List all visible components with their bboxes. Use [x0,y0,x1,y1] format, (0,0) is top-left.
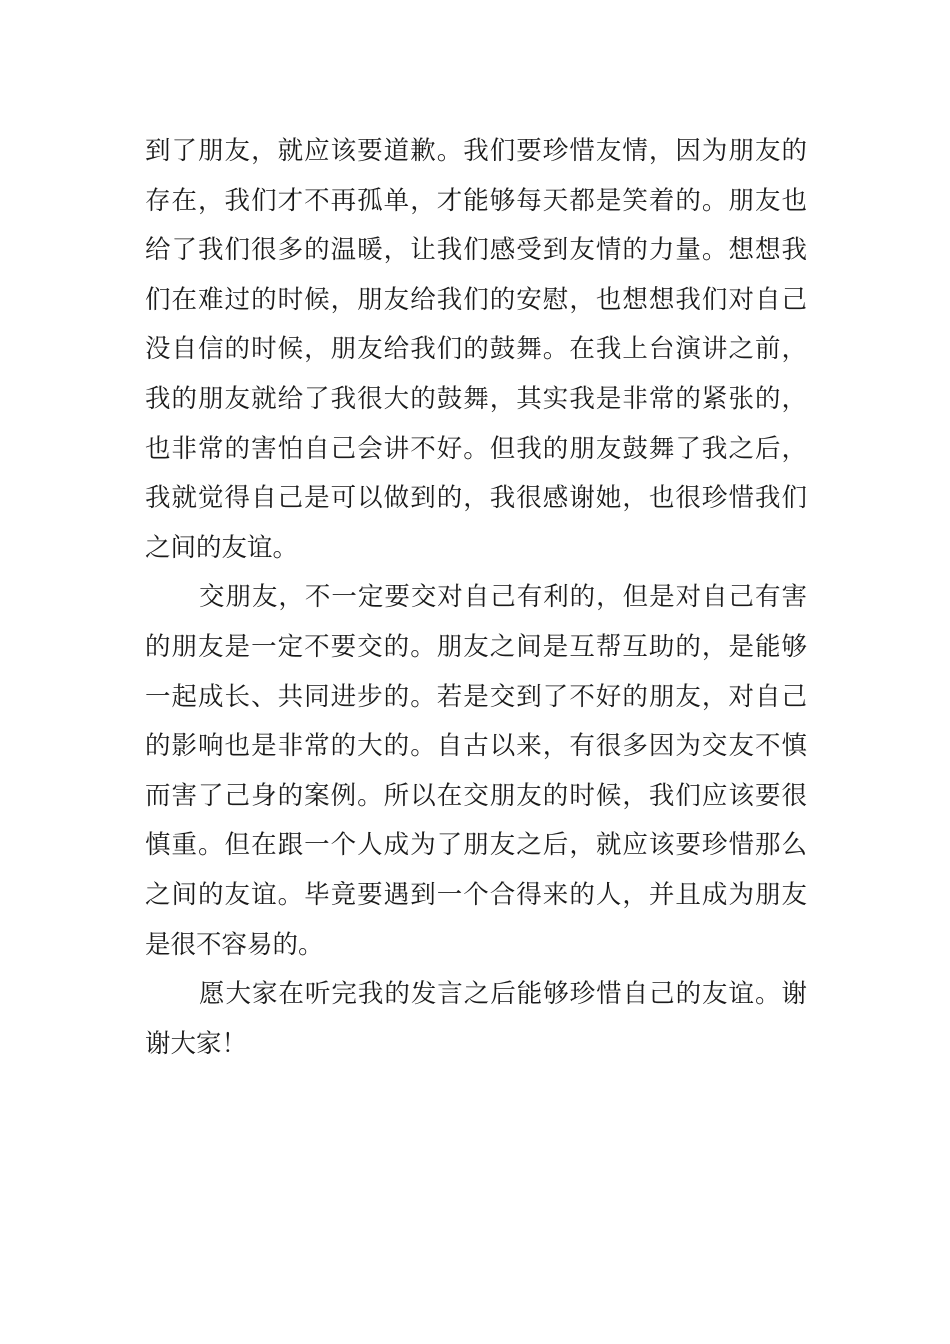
text-line: 愿大家在听完我的发言之后能够珍惜自己的友谊。谢 [199,979,807,1010]
text-line: 之间的友谊。毕竟要遇到一个合得来的人，并且成为朋友 [145,879,807,910]
text-line: 们在难过的时候，朋友给我们的安慰，也想想我们对自己 [145,284,807,315]
text-line: 没自信的时候，朋友给我们的鼓舞。在我上台演讲之前， [145,334,807,365]
document-body [145,127,807,1069]
paragraph-2 [145,573,807,970]
text-line: 也非常的害怕自己会讲不好。但我的朋友鼓舞了我之后， [145,433,807,464]
text-line: 我就觉得自己是可以做到的，我很感谢她，也很珍惜我们 [145,483,807,514]
text-line: 存在，我们才不再孤单，才能够每天都是笑着的。朋友也 [145,185,807,216]
text-line: 而害了己身的案例。所以在交朋友的时候，我们应该要很 [145,780,807,811]
text-line: 我的朋友就给了我很大的鼓舞，其实我是非常的紧张的， [145,383,807,414]
text-line: 之间的友谊。 [145,532,299,563]
text-line: 给了我们很多的温暖，让我们感受到友情的力量。想想我 [145,235,807,266]
text-line: 是很不容易的。 [145,929,324,960]
text-line: 慎重。但在跟一个人成为了朋友之后，就应该要珍惜那么 [145,830,807,861]
text-line: 的朋友是一定不要交的。朋友之间是互帮互助的，是能够 [145,631,807,662]
text-line: 交朋友，不一定要交对自己有利的，但是对自己有害 [199,582,807,613]
text-line: 到了朋友，就应该要道歉。我们要珍惜友情，因为朋友的 [145,136,807,166]
text-line: 一起成长、共同进步的。若是交到了不好的朋友，对自己 [145,681,807,712]
text-line: 谢大家！ [145,1028,248,1059]
text-line: 的影响也是非常的大的。自古以来，有很多因为交友不慎 [145,731,807,762]
paragraph-1 [145,127,807,573]
paragraph-3 [145,970,807,1069]
